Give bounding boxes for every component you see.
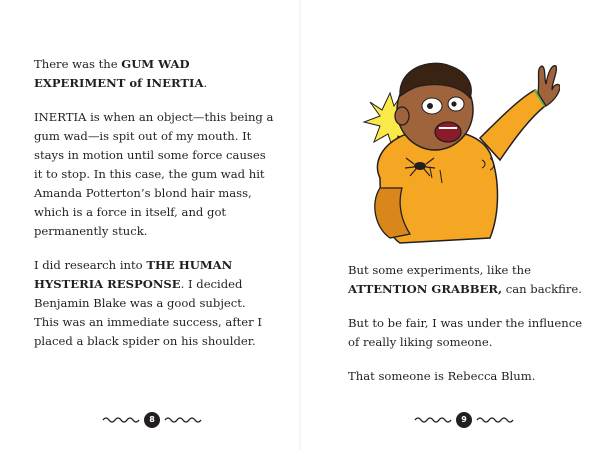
left-page-text	[34, 55, 274, 366]
page-number: 8	[144, 412, 160, 428]
paragraph	[34, 256, 274, 351]
bold-run: ATTENTION GRABBER,	[348, 282, 503, 296]
text-run: INERTIA is when an object—this being a gum wad—is spit out of my mouth. It stays in motion until some force causes it to stop. In this case, the gum wad hit Amanda Potterton’s blond hair mass, which is a force in itself, and got permanently stuck.	[34, 110, 274, 238]
squiggle-ornament-icon	[164, 416, 202, 424]
paragraph	[348, 261, 588, 299]
text-run: . I decided Benjamin Blake was a good subject. This was an immediate success, after I placed a black spider on his shoulder.	[34, 277, 262, 348]
text-run: can backfire.	[502, 282, 582, 296]
text-run: But to be fair, I was under the influence of really liking someone.	[348, 316, 583, 349]
text-run: .	[203, 76, 208, 90]
text-run: But some experiments, like the	[348, 263, 532, 277]
text-run: I did research into	[34, 258, 147, 272]
paragraph	[348, 367, 588, 386]
paragraph	[348, 314, 588, 352]
paragraph	[34, 55, 274, 93]
page-number-footer	[92, 412, 212, 428]
squiggle-ornament-icon	[476, 416, 514, 424]
page-number: 9	[456, 412, 472, 428]
paragraph	[34, 108, 274, 241]
right-page-text	[348, 261, 588, 401]
text-run: There was the	[34, 57, 122, 71]
bold-run: GUM WAD EXPERIMENT of INERTIA	[34, 57, 204, 90]
bold-run: THE HUMAN HYSTERIA RESPONSE	[34, 258, 233, 291]
squiggle-ornament-icon	[102, 416, 140, 424]
right-page	[300, 0, 600, 450]
text-run: That someone is Rebecca Blum.	[348, 369, 536, 383]
page-number-footer	[404, 412, 524, 428]
boy-spider-illustration	[340, 38, 560, 248]
squiggle-ornament-icon	[414, 416, 452, 424]
boy-head	[395, 63, 473, 150]
